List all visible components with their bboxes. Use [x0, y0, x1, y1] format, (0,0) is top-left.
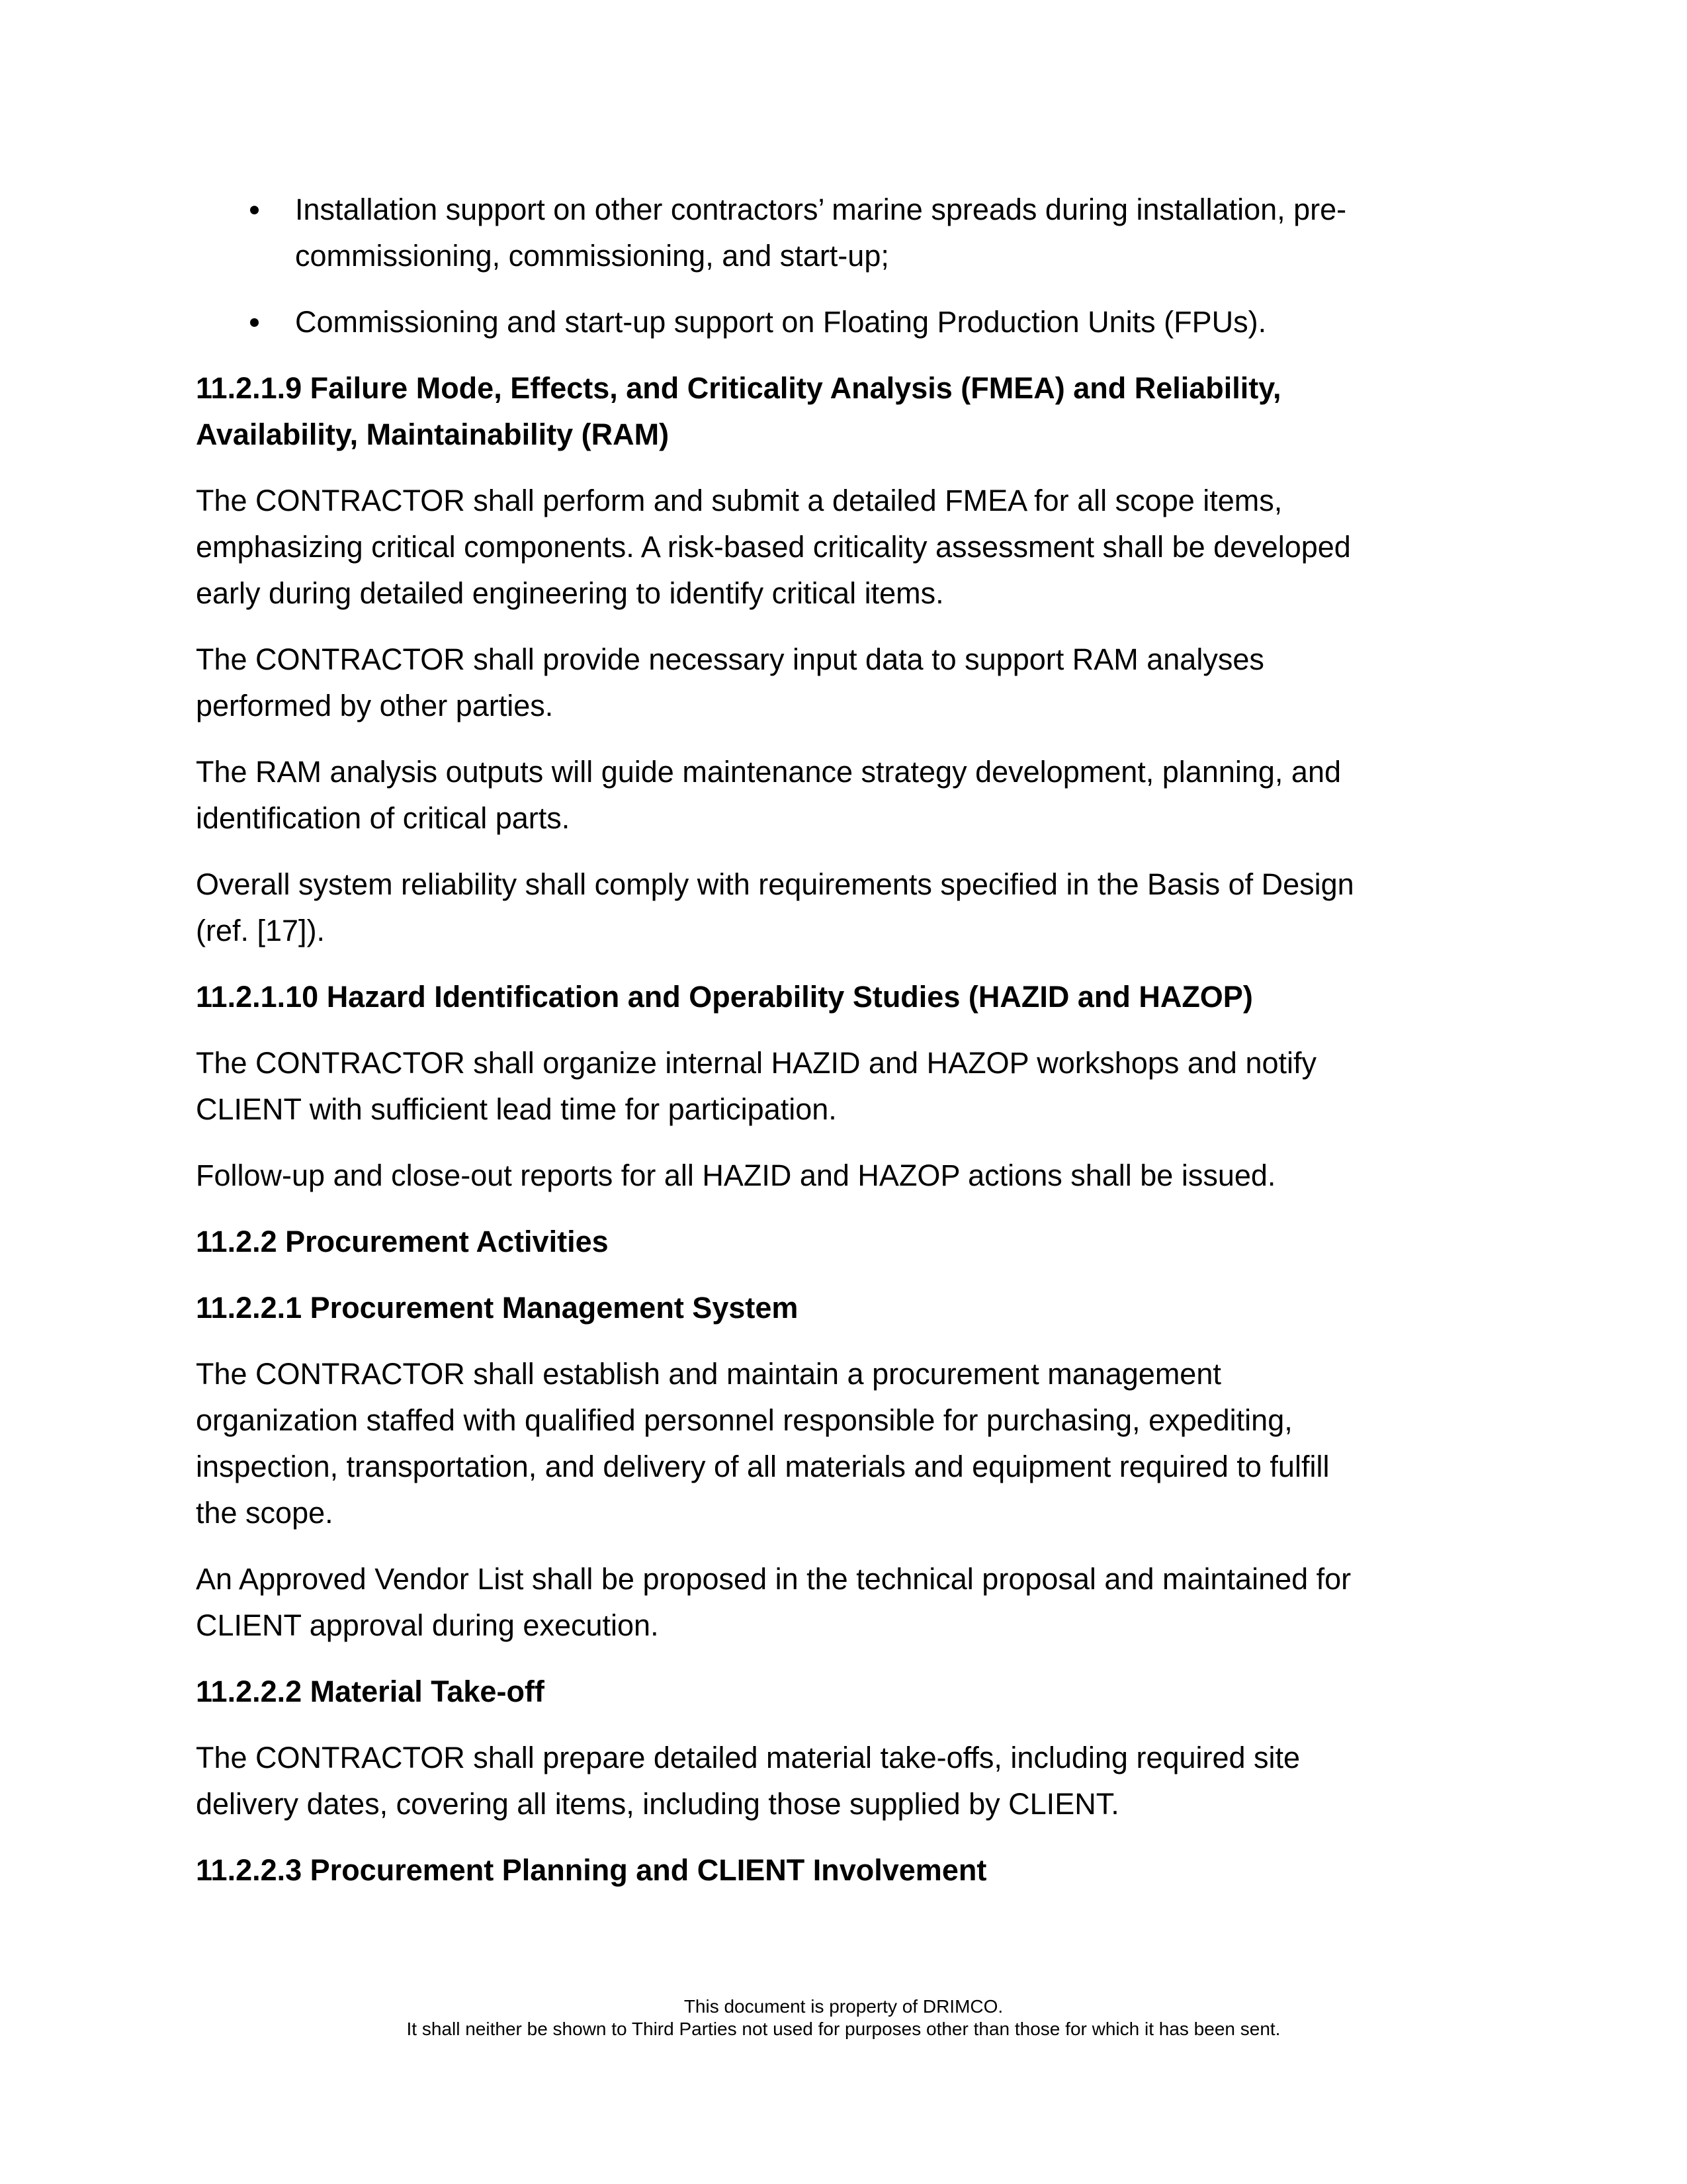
text-line: 11.2.2.3 Procurement Planning and CLIENT Involvement: [196, 1853, 987, 1887]
text-line: early during detailed engineering to identify critical items.: [196, 576, 944, 610]
text-line: organization staffed with qualified personnel responsible for purchasing, expediting,: [196, 1403, 1293, 1437]
text-line: identification of critical parts.: [196, 801, 570, 835]
bullet-item: [196, 299, 1519, 345]
footer-line: This document is property of DRIMCO.: [683, 1996, 1004, 2017]
text-line: 11.2.2.2 Material Take-off: [196, 1675, 544, 1708]
paragraph: [196, 636, 1519, 729]
paragraph: [196, 1351, 1519, 1536]
text-line: 11.2.1.10 Hazard Identification and Operability Studies (HAZID and HAZOP): [196, 980, 1253, 1014]
section-heading: [196, 365, 1519, 458]
bullet-item: [196, 187, 1519, 279]
bullet-text: [295, 299, 1519, 345]
paragraph: [196, 749, 1519, 842]
text-line: The CONTRACTOR shall prepare detailed material take-offs, including required site: [196, 1741, 1301, 1774]
text-line: Availability, Maintainability (RAM): [196, 417, 670, 451]
text-line: 11.2.2 Procurement Activities: [196, 1225, 609, 1258]
page-footer: [0, 1995, 1687, 2040]
text-line: Installation support on other contractors’ marine spreads during installation, pre-: [295, 193, 1347, 226]
paragraph: [196, 1556, 1519, 1649]
bullet-text: [295, 187, 1519, 279]
text-line: The CONTRACTOR shall perform and submit a detailed FMEA for all scope items,: [196, 484, 1283, 517]
document-content: [196, 187, 1519, 1913]
text-line: The RAM analysis outputs will guide maintenance strategy development, planning, and: [196, 755, 1342, 789]
text-line: An Approved Vendor List shall be proposed in the technical proposal and maintained for: [196, 1562, 1352, 1596]
paragraph: [196, 1735, 1519, 1827]
footer-line: It shall neither be shown to Third Parties not used for purposes other than those for which it has been sent.: [406, 2019, 1281, 2039]
section-heading: [196, 1847, 1519, 1894]
bullet-marker-icon: [250, 206, 259, 214]
paragraph: [196, 478, 1519, 617]
paragraph: [196, 1040, 1519, 1133]
text-line: Commissioning and start-up support on Floating Production Units (FPUs).: [295, 305, 1267, 339]
text-line: CLIENT approval during execution.: [196, 1608, 659, 1642]
section-heading: [196, 1669, 1519, 1715]
section-heading: [196, 1219, 1519, 1265]
section-heading: [196, 974, 1519, 1020]
text-line: commissioning, commissioning, and start-up;: [295, 239, 889, 273]
text-line: 11.2.2.1 Procurement Management System: [196, 1291, 799, 1325]
text-line: 11.2.1.9 Failure Mode, Effects, and Criticality Analysis (FMEA) and Reliability,: [196, 371, 1281, 405]
text-line: delivery dates, covering all items, including those supplied by CLIENT.: [196, 1787, 1119, 1821]
text-line: inspection, transportation, and delivery of all materials and equipment required to fulfill: [196, 1450, 1330, 1483]
text-line: The CONTRACTOR shall provide necessary input data to support RAM analyses: [196, 642, 1264, 676]
paragraph: [196, 861, 1519, 954]
text-line: CLIENT with sufficient lead time for participation.: [196, 1092, 837, 1126]
text-line: the scope.: [196, 1496, 333, 1530]
text-line: Overall system reliability shall comply with requirements specified in the Basis of Design: [196, 867, 1354, 901]
text-line: The CONTRACTOR shall establish and maintain a procurement management: [196, 1357, 1221, 1391]
section-heading: [196, 1285, 1519, 1331]
text-line: performed by other parties.: [196, 689, 554, 722]
text-line: The CONTRACTOR shall organize internal HAZID and HAZOP workshops and notify: [196, 1046, 1317, 1080]
text-line: (ref. [17]).: [196, 914, 325, 947]
paragraph: [196, 1153, 1519, 1199]
bullet-marker-icon: [250, 318, 259, 327]
text-line: Follow-up and close-out reports for all HAZID and HAZOP actions shall be issued.: [196, 1158, 1276, 1192]
text-line: emphasizing critical components. A risk-based criticality assessment shall be developed: [196, 530, 1351, 564]
